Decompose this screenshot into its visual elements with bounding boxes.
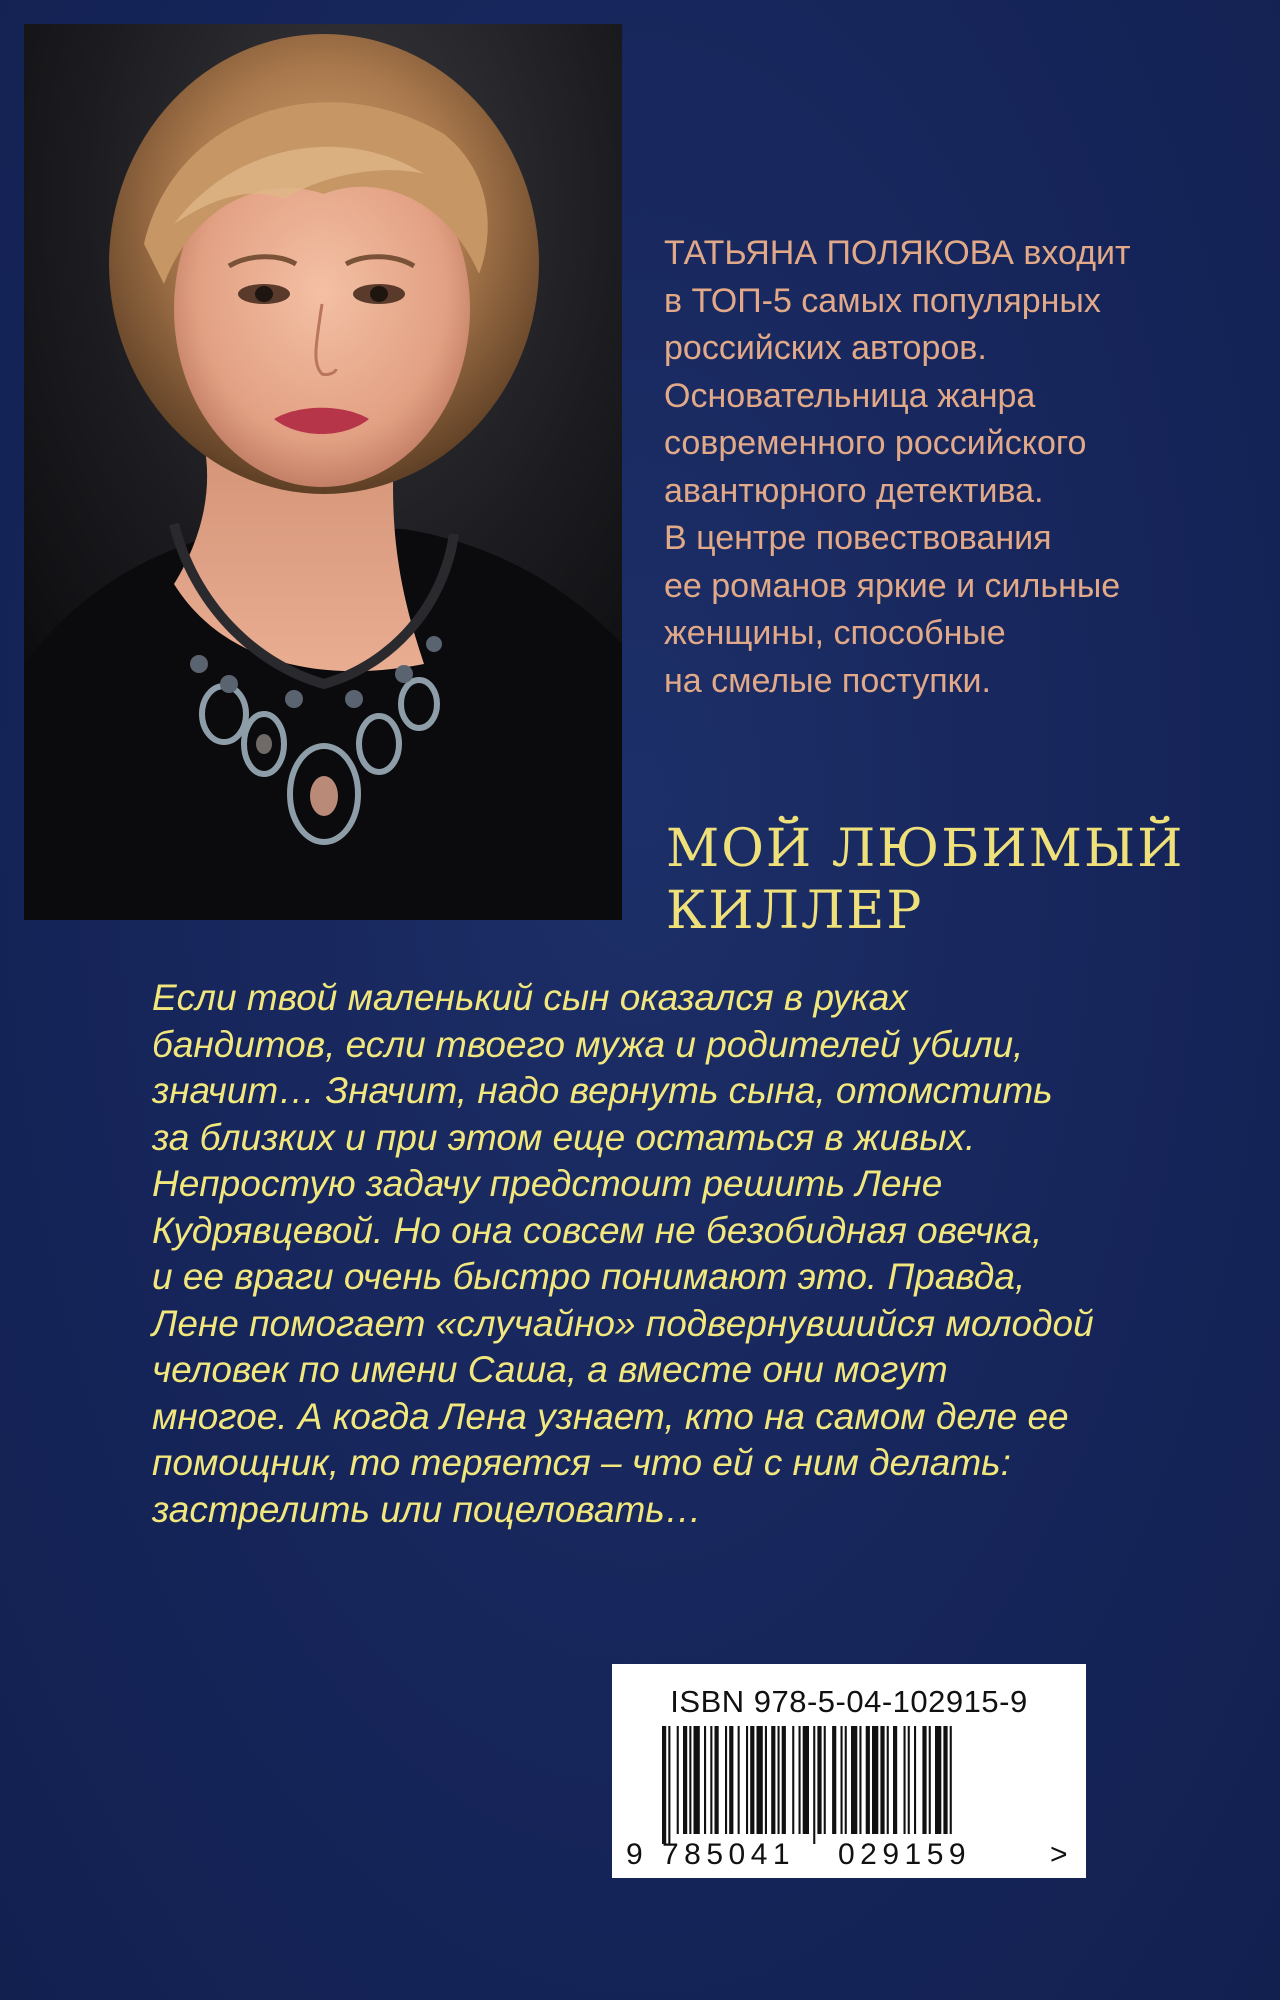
book-title <box>666 818 1266 942</box>
isbn-number: ISBN 978-5-04-102915-9 <box>670 1684 1028 1719</box>
barcode-bar <box>866 1726 870 1834</box>
barcode-bar <box>782 1726 786 1834</box>
bio-line: на смелые поступки. <box>664 661 991 700</box>
barcode-bar <box>778 1726 780 1834</box>
barcode-bar <box>908 1726 910 1834</box>
barcode-bar <box>914 1726 916 1834</box>
barcode-bar <box>677 1726 679 1834</box>
bio-line: ее романов яркие и сильные <box>664 566 1121 605</box>
annotation-line: и ее враги очень быстро понимают это. Правда, <box>152 1256 1026 1297</box>
barcode-bar <box>922 1726 926 1834</box>
barcode-bar <box>813 1726 815 1844</box>
bio-line: Основательница жанра <box>664 376 1036 415</box>
book-title-line-1: МОЙ ЛЮБИМЫЙ <box>666 819 1185 879</box>
barcode-bar <box>887 1726 889 1834</box>
author-bio <box>664 230 1254 705</box>
book-annotation <box>152 975 1252 1533</box>
barcode-bar <box>689 1726 691 1834</box>
barcode-bar <box>841 1726 843 1834</box>
barcode-bar <box>851 1726 857 1834</box>
isbn-barcode <box>612 1664 1086 1878</box>
barcode-bar <box>771 1726 775 1834</box>
barcode-bar <box>950 1726 952 1834</box>
bio-line: в ТОП-5 самых популярных <box>664 281 1101 320</box>
barcode-bar <box>817 1726 821 1834</box>
annotation-line: многое. А когда Лена узнает, кто на самом деле ее <box>152 1395 1069 1437</box>
annotation-line: значит… Значит, надо вернуть сына, отомстить <box>152 1070 1053 1111</box>
barcode-digits-left: 785041 <box>662 1838 796 1871</box>
barcode-bar <box>859 1726 861 1834</box>
barcode-bar <box>929 1726 931 1834</box>
bio-line: российских авторов. <box>664 329 987 367</box>
barcode-bar <box>799 1726 801 1834</box>
barcode-bar <box>683 1726 687 1834</box>
bio-line: современного российского <box>664 424 1087 462</box>
bio-line: В центре повествования <box>664 519 1052 557</box>
annotation-line: за близких и при этом еще остаться в живых. <box>152 1116 976 1158</box>
barcode-bar <box>765 1726 767 1834</box>
barcode-bar <box>729 1726 733 1834</box>
barcode-digit-first: 9 <box>626 1838 643 1871</box>
barcode-bar <box>832 1726 836 1834</box>
annotation-line: бандитов, если твоего мужа и родителей убили, <box>152 1023 1024 1065</box>
barcode-bar <box>746 1726 748 1834</box>
bio-line: ТАТЬЯНА ПОЛЯКОВА входит <box>664 234 1131 272</box>
barcode-bar <box>710 1726 712 1834</box>
barcode-bar <box>792 1726 794 1834</box>
barcode-bar <box>757 1726 763 1834</box>
annotation-line: Непростую задачу предстоит решить Лене <box>152 1163 943 1204</box>
bio-line: авантюрного детектива. <box>664 471 1044 510</box>
barcode-bar <box>872 1726 878 1834</box>
barcode-bar <box>904 1726 906 1834</box>
barcode-digits-right: 029159 <box>838 1838 972 1871</box>
barcode-bar <box>662 1726 666 1844</box>
barcode-bar <box>935 1726 941 1834</box>
barcode-bar <box>893 1726 897 1834</box>
barcode-quiet-mark: > <box>1050 1838 1068 1871</box>
barcode-bar <box>803 1726 809 1834</box>
barcode-bar <box>738 1726 740 1834</box>
annotation-line: помощник, то теряется – что ей с ним делать: <box>152 1442 1011 1483</box>
annotation-line: Кудрявцевой. Но она совсем не безобидная овечка, <box>152 1209 1043 1251</box>
barcode-bar <box>943 1726 947 1834</box>
barcode-bar <box>715 1726 719 1834</box>
barcode-bar <box>824 1726 826 1834</box>
annotation-line: Лене помогает «случайно» подвернувшийся молодой <box>152 1302 1094 1344</box>
barcode-bar <box>668 1726 670 1844</box>
bio-line: женщины, способные <box>664 614 1006 652</box>
barcode-bar <box>694 1726 700 1834</box>
barcode-bar <box>704 1726 706 1834</box>
annotation-line: застрелить или поцеловать… <box>152 1488 702 1530</box>
book-title-line-2: КИЛЛЕР <box>666 881 924 941</box>
barcode-bar <box>750 1726 754 1834</box>
barcode-bar <box>880 1726 884 1834</box>
annotation-line: человек по имени Саша, а вместе они могут <box>152 1349 948 1390</box>
barcode-bar <box>725 1726 727 1834</box>
author-portrait-image <box>24 24 622 920</box>
annotation-line: Если твой маленький сын оказался в руках <box>152 977 908 1018</box>
barcode-bar <box>845 1726 847 1834</box>
author-photo <box>24 24 622 920</box>
